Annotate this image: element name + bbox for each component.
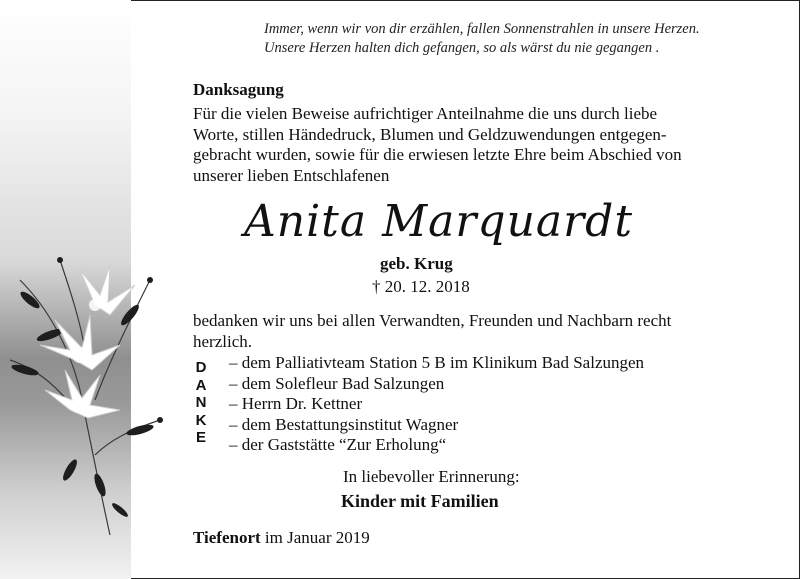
thanks-paragraph <box>193 310 755 352</box>
thanks-list <box>229 353 644 456</box>
notice-heading: Danksagung <box>193 80 284 99</box>
thanks-line: herzlich. <box>193 332 252 351</box>
danke-letter: A <box>195 376 207 394</box>
motto-quote <box>264 20 784 58</box>
thanks-line: bedanken wir uns bei allen Verwandten, Freunden und Nachbarn recht <box>193 311 672 330</box>
footer-place-date <box>193 528 370 548</box>
motto-line: Unsere Herzen halten dich gefangen, so als wärst du nie gegangen . <box>264 40 660 56</box>
motto-line: Immer, wenn wir von dir erzählen, fallen Sonnenstrahlen in unsere Herzen. <box>264 21 700 37</box>
intro-line: gebracht wurden, sowie für die erwiesen letzte Ehre beim Abschied von <box>193 145 682 164</box>
intro-line: Worte, stillen Händedruck, Blumen und Geldzuwendungen entgegen- <box>193 124 667 144</box>
signature-family: Kinder mit Familien <box>341 491 499 511</box>
list-item: – dem Solefleur Bad Salzungen <box>229 373 445 393</box>
list-item: – dem Bestattungsinstitut Wagner <box>229 414 459 434</box>
memory-line: In liebevoller Erinnerung: <box>343 467 520 486</box>
list-item: – Herrn Dr. Kettner <box>229 394 363 413</box>
intro-line: unserer lieben Entschlafenen <box>193 165 390 185</box>
birth-name: geb. Krug <box>380 254 453 273</box>
list-item: – dem Palliativteam Station 5 B im Klinikum Bad Salzungen <box>229 353 645 372</box>
danke-letter: E <box>195 429 206 446</box>
list-item: – der Gaststätte “Zur Erholung“ <box>229 435 447 454</box>
footer-place: Tiefenort <box>193 528 261 547</box>
danke-letter: N <box>195 394 207 411</box>
death-date: † 20. 12. 2018 <box>372 277 470 296</box>
intro-line: Für die vielen Beweise aufrichtiger Anteilnahme die uns durch liebe <box>193 104 658 123</box>
intro-paragraph <box>193 104 755 186</box>
deceased-name: Anita Marquardt <box>244 196 634 247</box>
footer-date: im Januar 2019 <box>264 528 370 547</box>
danke-letter: K <box>195 411 207 429</box>
danke-vertical-word <box>193 359 209 447</box>
lily-flowers-icon <box>0 240 190 540</box>
danke-letter: D <box>195 359 207 376</box>
